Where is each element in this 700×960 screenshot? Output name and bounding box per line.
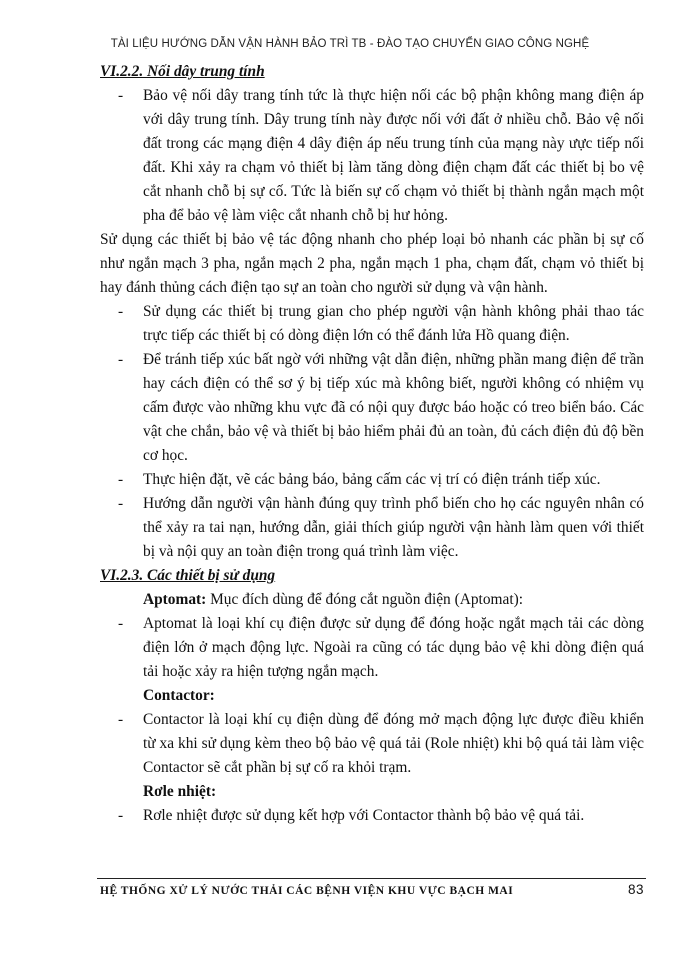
footer-divider xyxy=(97,878,646,879)
list-item-text: Contactor là loại khí cụ điện dùng để đóng mở mạch động lực được điều khiển từ xa khi sử dụng kèm theo bộ bảo vệ quá tải (Role nhiệt) khi bộ quá tải làm việc Contactor sẽ cắt phần bị sự cố ra khỏi trạm. xyxy=(143,711,644,776)
aptomat-intro-text: Mục đích dùng để đóng cắt nguồn điện (Aptomat): xyxy=(206,591,523,608)
list-item-text: Rơle nhiệt được sử dụng kết hợp với Contactor thành bộ bảo vệ quá tải. xyxy=(143,807,585,824)
document-header: TÀI LIỆU HƯỚNG DẪN VẬN HÀNH BẢO TRÌ TB - ĐÀO TẠO CHUYỂN GIAO CÔNG NGHỆ xyxy=(110,38,590,50)
document-footer xyxy=(100,882,644,897)
section-heading-equipment: VI.2.3. Các thiết bị sử dụng xyxy=(100,567,276,584)
list-item xyxy=(100,84,644,228)
thermal-relay-label: Rơle nhiệt: xyxy=(143,783,217,800)
aptomat-label: Aptomat: xyxy=(143,591,207,608)
bullet-dash: - xyxy=(118,807,124,824)
list-item-text: Sử dụng các thiết bị trung gian cho phép người vận hành không phải thao tác trực tiếp các thiết bị có dòng điện lớn có thể đánh lửa Hồ quang điện. xyxy=(143,303,644,344)
list-item xyxy=(100,348,644,468)
section-heading-neutral-wiring: VI.2.2. Nối dây trung tính xyxy=(100,63,265,80)
list-item xyxy=(100,300,644,348)
footer-title: HỆ THỐNG XỬ LÝ NƯỚC THẢI CÁC BỆNH VIỆN KHU VỰC BẠCH MAI xyxy=(100,885,514,897)
bullet-dash: - xyxy=(118,471,124,488)
list-item-text: Hướng dẫn người vận hành đúng quy trình phổ biến cho họ các nguyên nhân có thể xảy ra tai nạn, hướng dẫn, giải thích giúp người vận hành làm quen với thiết bị và nội quy an toàn điện trong quá trình làm việc. xyxy=(143,495,644,560)
list-item xyxy=(100,612,644,684)
list-item xyxy=(100,708,644,780)
list-item xyxy=(100,492,644,564)
aptomat-intro xyxy=(100,588,644,612)
bullet-dash: - xyxy=(118,87,124,104)
bullet-dash: - xyxy=(118,351,124,368)
bullet-dash: - xyxy=(118,303,124,320)
list-item-text: Bảo vệ nối dây trang tính tức là thực hiện nối các bộ phận không mang điện áp với dây trung tính. Dây trung tính này được nối với đất ở nhiều chỗ. Bảo vệ nối đất trong các mạng điện 4 dây điện áp nếu trung tính của mạng này ưực tiếp nối đất. Khi xảy ra chạm vỏ thiết bị làm tăng dòng điện chạm đất các thiết bị bo vệ cắt nhanh chỗ bị sự cố. Tức là biến sự cố chạm vỏ thiết bị thành ngắn mạch một pha để bảo vệ làm việc cắt nhanh chỗ bị hư hỏng. xyxy=(143,87,644,224)
page-body xyxy=(100,60,644,828)
list-item-text: Aptomat là loại khí cụ điện được sử dụng để đóng hoặc ngắt mạch tải các dòng điện lớn ở mạch động lực. Ngoài ra cũng có tác dụng bảo vệ khi dòng điện quá tải hoặc xảy ra hiện tượng ngắn mạch. xyxy=(143,615,644,680)
list-item xyxy=(100,468,644,492)
list-item xyxy=(100,804,644,828)
list-item-text: Thực hiện đặt, vẽ các bảng báo, bảng cấm các vị trí có điện tránh tiếp xúc. xyxy=(143,471,601,488)
body-paragraph: Sử dụng các thiết bị bảo vệ tác động nhanh cho phép loại bỏ nhanh các phần bị sự cố như ngắn mạch 3 pha, ngắn mạch 2 pha, ngắn mạch 1 pha, chạm đất, chạm vỏ thiết bị hay đánh thủng cách điện tạo sự an toàn cho người sử dụng và vận hành. xyxy=(100,231,644,296)
page-number: 83 xyxy=(627,882,644,897)
bullet-dash: - xyxy=(118,711,124,728)
bullet-dash: - xyxy=(118,615,124,632)
bullet-dash: - xyxy=(118,495,124,512)
contactor-label: Contactor: xyxy=(143,687,215,704)
list-item-text: Để tránh tiếp xúc bất ngờ với những vật dẫn điện, những phần mang điện để trần hay cách điện có thể sơ ý bị tiếp xúc mà không biết, người không có nhiệm vụ cấm được vào những khu vực đã có nội quy được báo hoặc có treo biển báo. Các vật che chắn, bảo vệ và thiết bị bảo hiểm phải đủ an toàn, đủ cách điện đủ độ bền cơ học. xyxy=(143,351,644,464)
